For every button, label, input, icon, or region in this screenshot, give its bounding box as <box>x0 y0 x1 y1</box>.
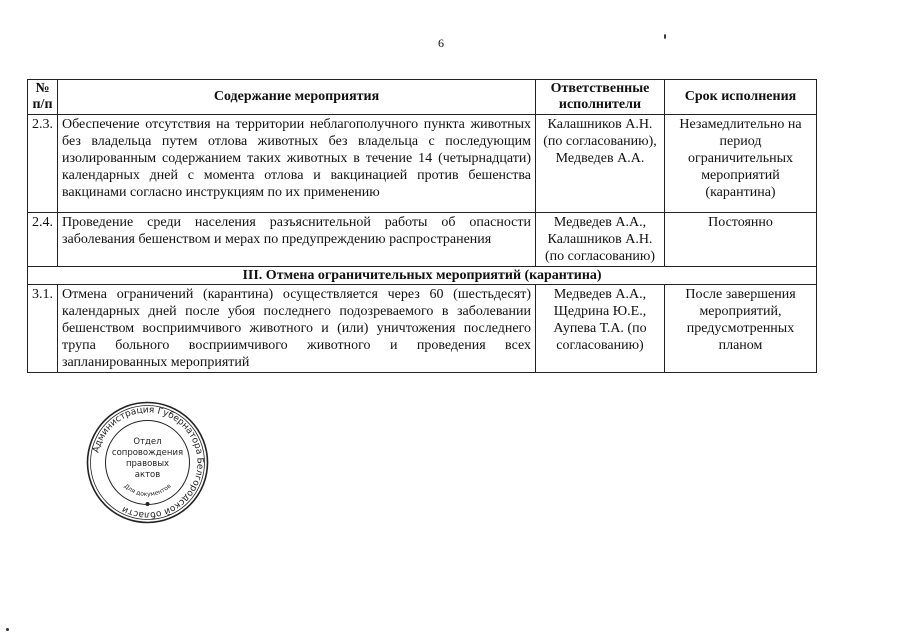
stamp-line-2: сопровождения <box>111 448 184 458</box>
row-term: Постоянно <box>665 213 817 267</box>
stamp-dot <box>146 502 150 506</box>
row-content: Проведение среди населения разъяснительной работы об опасности заболевания бешенством и мерах по предупреждению распространения <box>58 213 536 267</box>
row-term: Незамедлительно на период ограничительных мероприятий (карантина) <box>665 115 817 213</box>
stamp-line-4: актов <box>134 470 161 480</box>
official-stamp <box>85 400 210 525</box>
measures-table <box>27 79 817 373</box>
header-content: Содержание мероприятия <box>58 80 536 115</box>
stamp-bottom-text: Для документов <box>122 482 173 499</box>
header-term: Срок исполнения <box>665 80 817 115</box>
stamp-ring-text: Администрация Губернатора Белгородской области <box>91 405 205 520</box>
row-content: Обеспечение отсутствия на территории неблагополучного пункта животных без владельца путем отлова животных без владельца с последующим изолированным содержанием таких животных в течение 14 (четырнадцати) календарных дней с момента отлова и вакцинацией против бешенства вакцинами согласно инструкциям по их применению <box>58 115 536 213</box>
scan-speck <box>664 34 666 39</box>
row-responsible: Медведев А.А., Калашников А.Н. (по согласованию) <box>536 213 665 267</box>
section-heading: III. Отмена ограничительных мероприятий (карантина) <box>28 267 817 285</box>
header-responsible: Ответственные исполнители <box>536 80 665 115</box>
row-responsible: Медведев А.А., Щедрина Ю.Е., Аупева Т.А. (по согласованию) <box>536 285 665 373</box>
table-row <box>28 115 817 213</box>
stamp-line-1: Отдел <box>133 437 162 447</box>
row-content: Отмена ограничений (карантина) осуществляется через 60 (шестьдесят) календарных дней после убоя последнего подозреваемого в заболевании бешенством восприимчивого животного и (или) уничтожения последнего трупа больного восприимчивого животного и проведения всех запланированных мероприятий <box>58 285 536 373</box>
header-num: № п/п <box>28 80 58 115</box>
scan-speck <box>6 628 9 631</box>
row-num: 2.4. <box>28 213 58 267</box>
table-row <box>28 285 817 373</box>
table-header-row <box>28 80 817 115</box>
row-term: После завершения мероприятий, предусмотренных планом <box>665 285 817 373</box>
table-row <box>28 213 817 267</box>
row-num: 2.3. <box>28 115 58 213</box>
row-responsible: Калашников А.Н. (по согласованию), Медведев А.А. <box>536 115 665 213</box>
stamp-line-3: правовых <box>125 459 170 469</box>
page-number: 6 <box>438 36 444 50</box>
section-heading-row <box>28 267 817 285</box>
row-num: 3.1. <box>28 285 58 373</box>
